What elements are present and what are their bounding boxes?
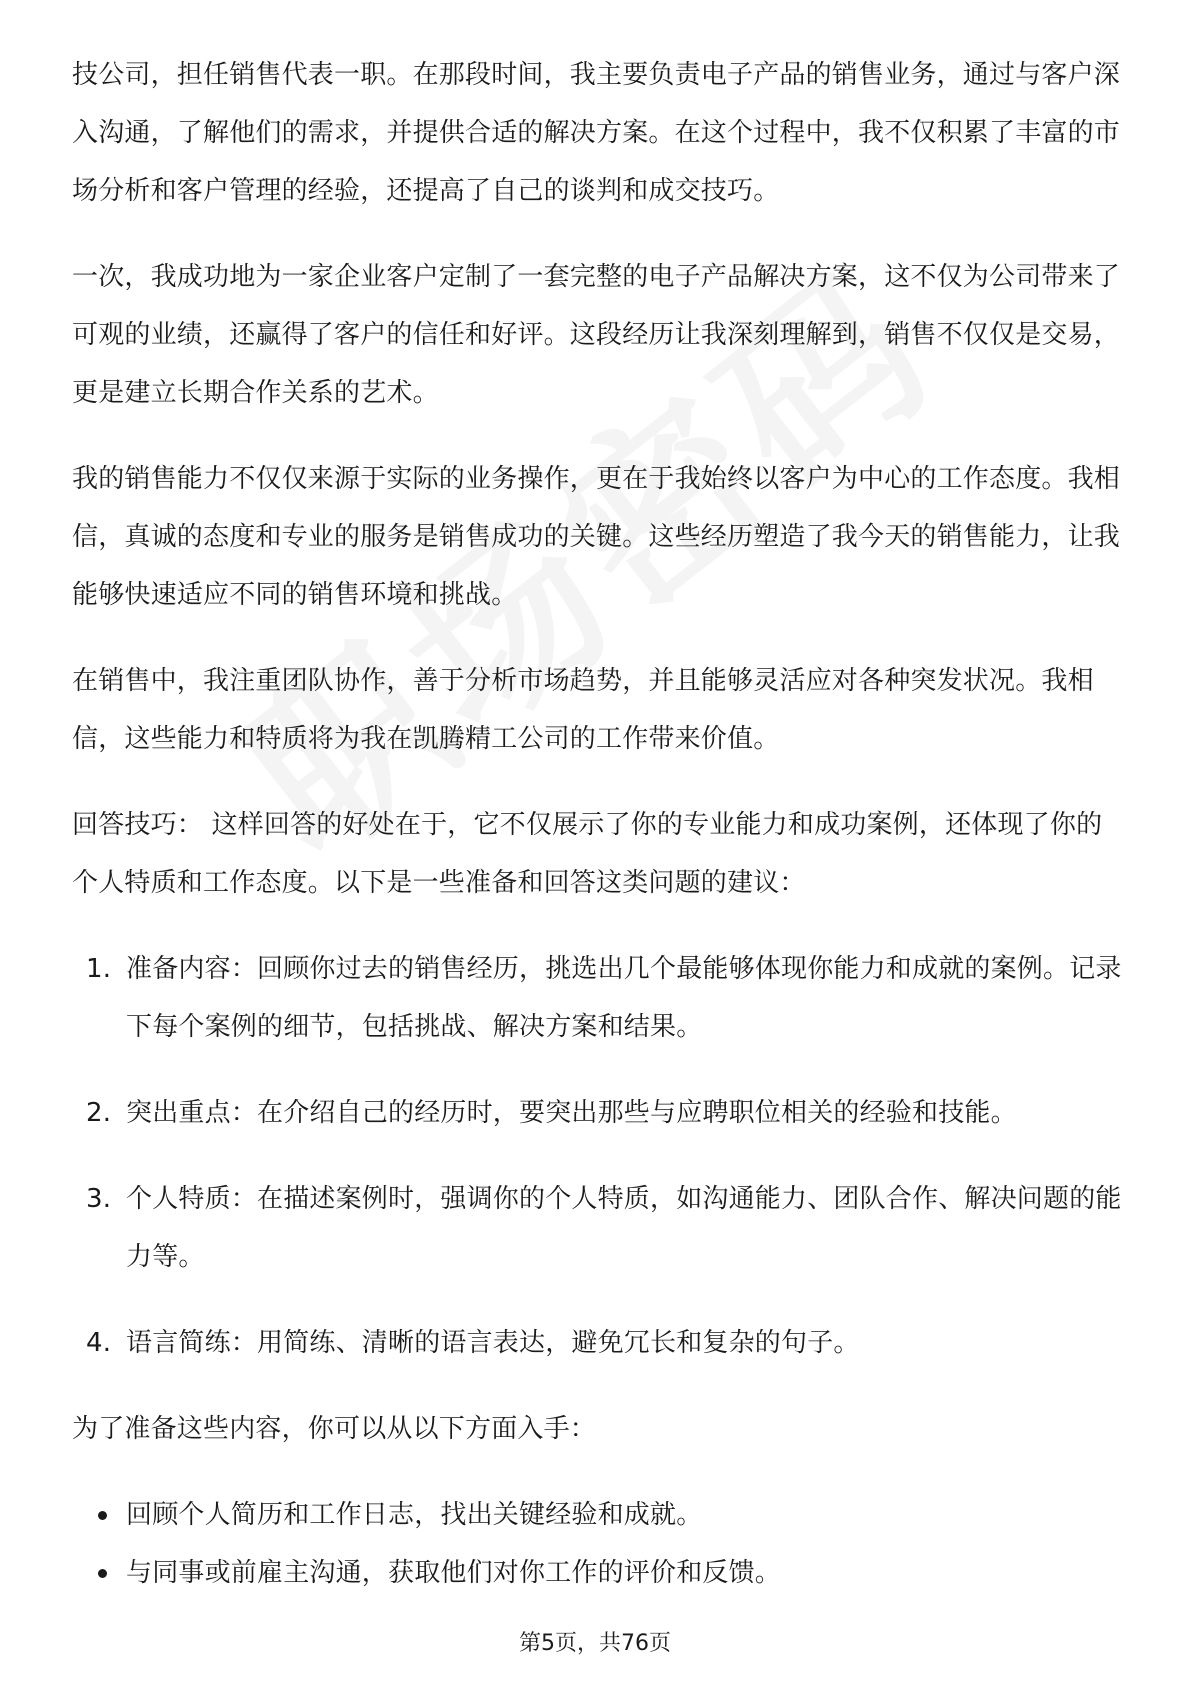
list-number: 3. [86,1184,112,1214]
list-number: 2. [86,1098,112,1128]
list-number: 4. [86,1328,112,1358]
document-body [72,46,1122,1602]
list-item-text: 突出重点：在介绍自己的经历时，要突出那些与应聘职位相关的经验和技能。 [126,1098,1017,1128]
tips-list-item [72,1170,1122,1286]
paragraph: 为了准备这些内容，你可以从以下方面入手： [72,1414,597,1444]
list-item-text: 准备内容：回顾你过去的销售经历，挑选出几个最能够体现你能力和成就的案例。记录下每个案例的细节，包括挑战、解决方案和结果。 [126,954,1122,1042]
list-number: 1. [86,954,112,984]
paragraph: 技公司，担任销售代表一职。在那段时间，我主要负责电子产品的销售业务，通过与客户深入沟通，了解他们的需求，并提供合适的解决方案。在这个过程中，我不仅积累了丰富的市场分析和客户管理的经验，还提高了自己的谈判和成交技巧。 [72,60,1121,206]
tips-list [72,940,1122,1372]
bullet-text: 与同事或前雇主沟通，获取他们对你工作的评价和反馈。 [126,1558,782,1588]
bullet-list-item [72,1486,1122,1544]
paragraph-answer-tips: 回答技巧： 这样回答的好处在于，它不仅展示了你的专业能力和成功案例，还体现了你的个人特质和工作态度。以下是一些准备和回答这类问题的建议： [72,810,1103,898]
paragraph: 在销售中，我注重团队协作，善于分析市场趋势，并且能够灵活应对各种突发状况。我相信，这些能力和特质将为我在凯腾精工公司的工作带来价值。 [72,666,1094,754]
bullet-text: 回顾个人简历和工作日志，找出关键经验和成就。 [126,1500,703,1530]
bullet-list [72,1486,1122,1602]
tips-list-item [72,1084,1122,1142]
bullet-icon [98,1569,107,1578]
list-item-text: 语言简练：用简练、清晰的语言表达，避免冗长和复杂的句子。 [126,1328,860,1358]
paragraph: 我的销售能力不仅仅来源于实际的业务操作，更在于我始终以客户为中心的工作态度。我相信，真诚的态度和专业的服务是销售成功的关键。这些经历塑造了我今天的销售能力，让我能够快速适应不同的销售环境和挑战。 [72,464,1121,610]
page-footer [0,1626,1190,1657]
list-item-text: 个人特质：在描述案例时，强调你的个人特质，如沟通能力、团队合作、解决问题的能力等。 [126,1184,1122,1272]
paragraph: 一次，我成功地为一家企业客户定制了一套完整的电子产品解决方案，这不仅为公司带来了可观的业绩，还赢得了客户的信任和好评。这段经历让我深刻理解到，销售不仅仅是交易，更是建立长期合作关系的艺术。 [72,262,1121,408]
tips-list-item [72,1314,1122,1372]
bullet-list-item [72,1544,1122,1602]
tips-list-item [72,940,1122,1056]
bullet-icon [98,1511,107,1520]
page-number: 第5页，共76页 [519,1631,671,1656]
